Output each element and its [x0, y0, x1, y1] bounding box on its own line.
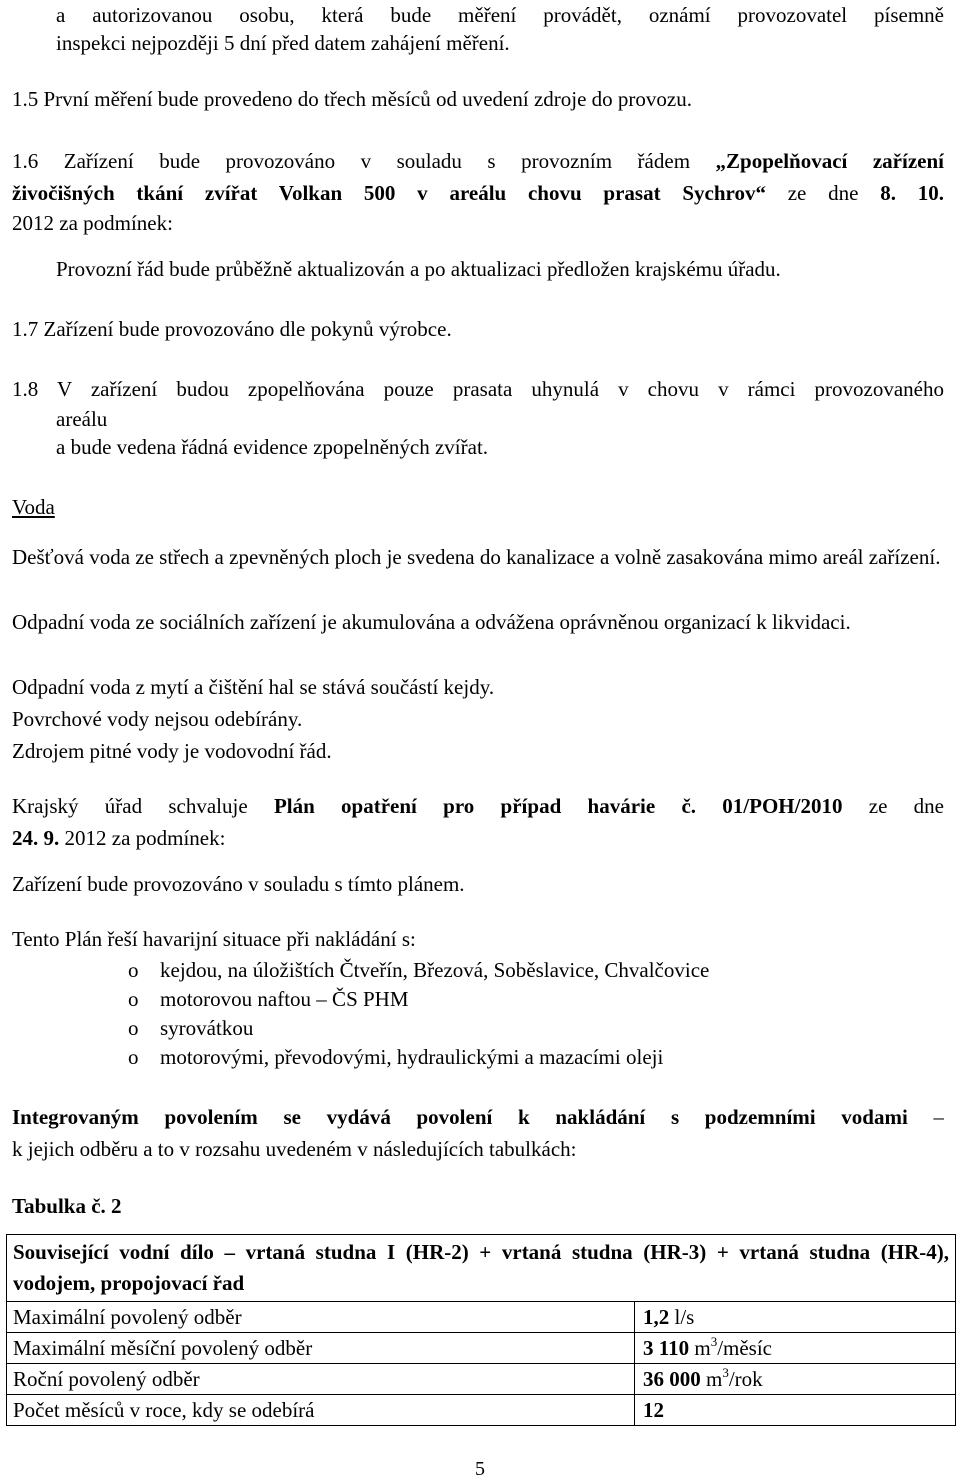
page-number: 5: [475, 1458, 485, 1480]
condition-1-7: [12, 314, 944, 344]
condition-1-8-line-2: areálu: [56, 407, 108, 431]
condition-text: První měření bude provedeno do třech měsíců od uvedení zdroje do provozu.: [43, 87, 692, 111]
intro-line-1: a autorizovanou osobu, která bude měření provádět, oznámí provozovatel písemně: [56, 3, 944, 27]
voda-paragraph-washing: Odpadní voda z mytí a čištění hal se stává součástí kejdy.: [12, 675, 495, 699]
table-row: [7, 1395, 956, 1426]
table-row: [7, 1333, 956, 1364]
plan-year: 2012: [59, 826, 107, 850]
condition-text: Zařízení bude provozováno dle pokynů výrobce.: [43, 317, 452, 341]
condition-text: V zařízení budou zpopelňována pouze prasata uhynulá v chovu v rámci provozovaného: [56, 377, 944, 401]
permit-line-1: Integrovaným povolením se vydává povolení k nakládání s podzemními vodami –: [12, 1105, 944, 1129]
voda-paragraph-surface: Povrchové vody nejsou odebírány.: [12, 707, 303, 731]
plan-approval-line-2: 24. 9. 2012 za podmínek:: [12, 826, 226, 850]
intro-line-2: inspekci nejpozději 5 dní před datem zahájení měření.: [56, 31, 510, 55]
table-cell-value: 1,2 l/s: [635, 1302, 956, 1333]
condition-number: 1.5: [12, 87, 39, 111]
bullet-mark: o: [128, 1045, 139, 1069]
bullet-mark: o: [128, 987, 139, 1011]
condition-text: Zařízení bude provozováno v souladu s provozním řádem: [63, 149, 716, 173]
condition-1-6-line-3: 2012 za podmínek:: [12, 211, 173, 235]
table-cell-label: Počet měsíců v roce, kdy se odebírá: [7, 1395, 635, 1426]
table-row: [7, 1364, 956, 1395]
plan-hazard-list: [128, 956, 928, 1072]
voda-paragraph-drinking: Zdrojem pitné vody je vodovodní řád.: [12, 739, 332, 763]
condition-text-mid: ze dne: [787, 181, 881, 205]
plan-approval-line-1: Krajský úřad schvaluje Plán opatření pro případ havárie č. 01/POH/2010 ze dne: [12, 794, 944, 818]
condition-1-8-line-3: a bude vedena řádná evidence zpopelněných zvířat.: [56, 435, 489, 459]
condition-1-6-line-2: [12, 178, 944, 208]
condition-number: 1.8: [12, 377, 39, 401]
table-caption: Tabulka č. 2: [12, 1194, 122, 1218]
table-header-row: [7, 1235, 956, 1302]
plan-condition: Zařízení bude provozováno v souladu s tímto plánem.: [12, 872, 465, 896]
condition-1-6-line-1: [12, 146, 944, 176]
table-header-cell: Související vodní dílo – vrtaná studna I (HR-2) + vrtaná studna (HR-3) + vrtaná studna (HR-4), vodojem, propojovací řad: [7, 1235, 956, 1302]
table-cell-value: 3 110 $m^3$/měsíc: [635, 1333, 956, 1364]
condition-number: 1.7: [12, 317, 39, 341]
operating-rules-title: „Zpopelňovací zařízení: [715, 149, 944, 173]
list-item: o motorovou naftou – ČS PHM: [128, 985, 928, 1014]
condition-1-5: [12, 84, 944, 114]
table-row: [7, 1302, 956, 1333]
operating-rules-date: 8. 10.: [880, 181, 944, 205]
permit-line-2: k jejich odběru a to v rozsahu uvedeném v následujících tabulkách:: [12, 1137, 577, 1161]
plan-approval: [12, 791, 944, 853]
table-cell-label: Maximální měsíční povolený odběr: [7, 1333, 635, 1364]
operating-rules-title-cont: živočišných tkání zvířat Volkan 500 v areálu chovu prasat Sychrov“: [12, 181, 766, 205]
condition-1-6: [12, 146, 944, 238]
permit-bold: Integrovaným povolením se vydává povolení k nakládání s podzemními vodami: [12, 1105, 908, 1129]
table-cell-label: Maximální povolený odběr: [7, 1302, 635, 1333]
bullet-mark: o: [128, 1016, 139, 1040]
plan-intro: Tento Plán řeší havarijní situace při nakládání s:: [12, 927, 416, 951]
water-abstraction-table: [6, 1234, 956, 1426]
list-item: o kejdou, na úložištích Čtveřín, Březová, Soběslavice, Chvalčovice: [128, 956, 928, 985]
voda-paragraph-wastewater: Odpadní voda ze sociálních zařízení je akumulována a odvážena oprávněnou organizací k likvidaci.: [12, 610, 851, 634]
condition-1-8: [12, 374, 944, 404]
plan-title: Plán opatření pro případ havárie č. 01/POH/2010: [273, 794, 843, 818]
table-cell-value: 36 000 $m^3$/rok: [635, 1364, 956, 1395]
voda-paragraph-rainwater: Dešťová voda ze střech a zpevněných ploch je svedena do kanalizace a volně zasakována mimo areál zařízení.: [12, 545, 941, 569]
bullet-mark: o: [128, 958, 139, 982]
plan-date: 24. 9.: [12, 826, 60, 850]
table-cell-label: Roční povolený odběr: [7, 1364, 635, 1395]
condition-1-8-line-1: [12, 374, 944, 404]
permit-statement: [12, 1102, 944, 1164]
condition-number: 1.6: [12, 149, 39, 173]
section-heading-voda: Voda: [12, 495, 55, 519]
list-item: o motorovými, převodovými, hydraulickými a mazacími oleji: [128, 1043, 928, 1072]
condition-1-6-sub: Provozní řád bude průběžně aktualizován a po aktualizaci předložen krajskému úřadu.: [56, 257, 781, 281]
table-cell-value: 12: [635, 1395, 956, 1426]
list-item: o syrovátkou: [128, 1014, 928, 1043]
